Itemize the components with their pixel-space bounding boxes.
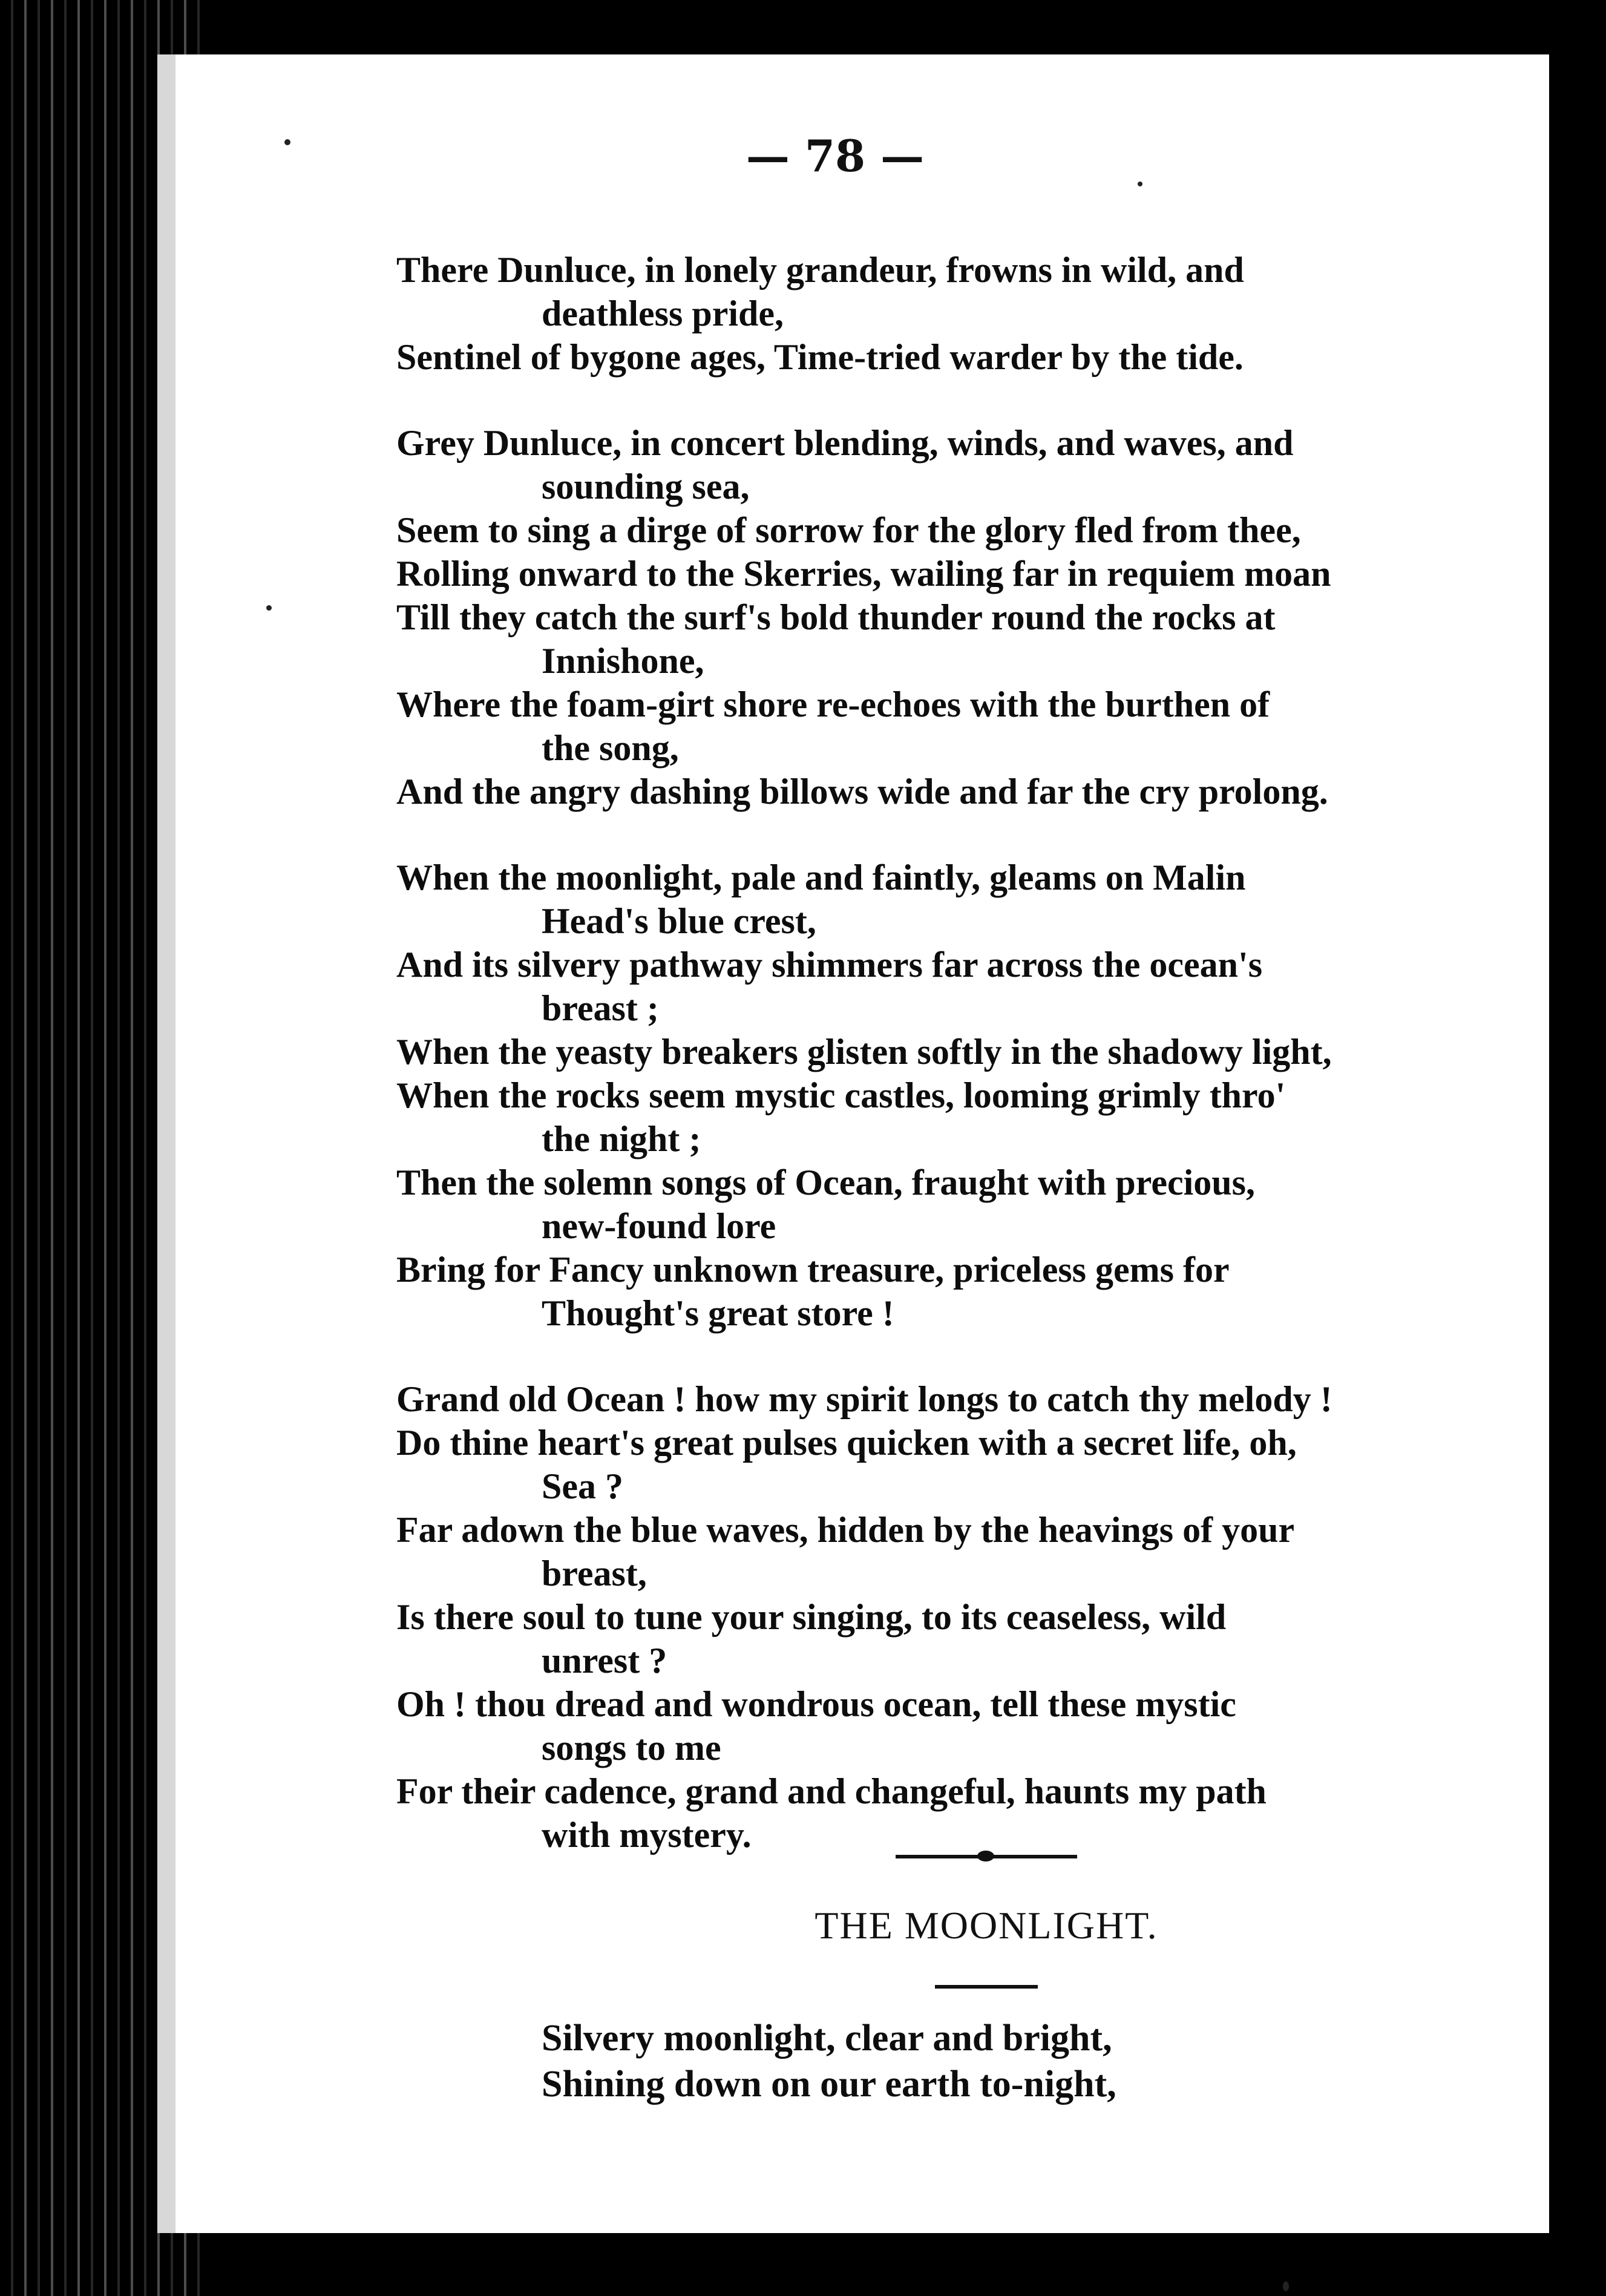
poem-line: When the yeasty breakers glisten softly in the shadowy light, xyxy=(396,1032,1332,1072)
poem-line: Do thine heart's great pulses quicken with a secret life, oh, xyxy=(396,1423,1297,1463)
poem-line-continuation: breast, xyxy=(542,1553,647,1593)
poem-line: Grand old Ocean ! how my spirit longs to catch thy melody ! xyxy=(396,1379,1332,1419)
poem-line-continuation: Innishone, xyxy=(542,641,704,681)
poem-line-continuation: the song, xyxy=(542,728,679,768)
poem-line-continuation: the night ; xyxy=(542,1119,701,1159)
poem-line: When the rocks seem mystic castles, looming grimly thro' xyxy=(396,1075,1286,1115)
poem-line: Then the solemn songs of Ocean, fraught with precious, xyxy=(396,1163,1255,1202)
print-speck xyxy=(284,139,290,145)
poem-line: And the angry dashing billows wide and far the cry prolong. xyxy=(396,772,1328,812)
poem-line: There Dunluce, in lonely grandeur, frowns in wild, and xyxy=(396,250,1244,290)
moonlight-poem-line: Shining down on our earth to-night, xyxy=(542,2064,1116,2105)
poem-line: Sentinel of bygone ages, Time-tried warder by the tide. xyxy=(396,337,1244,377)
poem-line-continuation: with mystery. xyxy=(542,1815,752,1855)
poem-body xyxy=(396,248,1522,1899)
poem-line: Where the foam-girt shore re-echoes with the burthen of xyxy=(396,684,1270,724)
moonlight-poem-body xyxy=(542,2015,1510,2107)
poem-line-continuation: new-found lore xyxy=(542,1206,776,1246)
poem-stanza xyxy=(396,421,1522,813)
moonlight-poem-line: Silvery moonlight, clear and bright, xyxy=(542,2018,1112,2059)
poem-title: THE MOONLIGHT. xyxy=(814,1904,1158,1947)
poem-line: Far adown the blue waves, hidden by the heavings of your xyxy=(396,1510,1295,1550)
poem-line-continuation: Sea ? xyxy=(542,1466,623,1506)
divider-ornament-icon xyxy=(977,1851,994,1861)
print-speck xyxy=(1283,2281,1289,2291)
poem-line-continuation: breast ; xyxy=(542,988,659,1028)
print-speck xyxy=(266,605,272,611)
poem-line: Grey Dunluce, in concert blending, winds, and waves, and xyxy=(396,423,1294,463)
poem-line: For their cadence, grand and changeful, haunts my path xyxy=(396,1771,1267,1811)
poem-line: Oh ! thou dread and wondrous ocean, tell these mystic xyxy=(396,1684,1236,1724)
page-number: — 78 — xyxy=(746,130,925,182)
poem-line: When the moonlight, pale and faintly, gleams on Malin xyxy=(396,858,1246,897)
poem-stanza xyxy=(396,248,1522,379)
poem-line-continuation: Thought's great store ! xyxy=(542,1293,894,1333)
poem-line-continuation: unrest ? xyxy=(542,1641,667,1681)
poem-line-continuation: deathless pride, xyxy=(542,294,784,333)
poem-line: Bring for Fancy unknown treasure, priceless gems for xyxy=(396,1250,1230,1290)
poem-line-continuation: sounding sea, xyxy=(542,467,750,507)
print-speck xyxy=(1138,182,1142,186)
poem-line: Rolling onward to the Skerries, wailing far in requiem moan xyxy=(396,554,1331,594)
title-underline xyxy=(935,1985,1038,1989)
poem-line: Till they catch the surf's bold thunder round the rocks at xyxy=(396,597,1276,637)
poem-line: And its silvery pathway shimmers far across the ocean's xyxy=(396,945,1263,985)
poem-line: Is there soul to tune your singing, to its ceaseless, wild xyxy=(396,1597,1227,1637)
poem-stanza xyxy=(396,856,1522,1335)
poem-line: Seem to sing a dirge of sorrow for the glory fled from thee, xyxy=(396,510,1301,550)
poem-line-continuation: Head's blue crest, xyxy=(542,901,816,941)
poem-stanza xyxy=(396,1377,1522,1857)
poem-line-continuation: songs to me xyxy=(542,1728,721,1768)
